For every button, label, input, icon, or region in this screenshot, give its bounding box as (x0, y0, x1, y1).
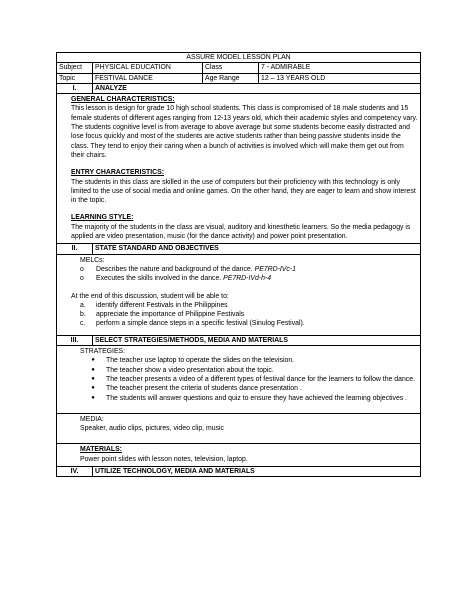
objective-marker: b. (80, 311, 86, 319)
bullet-icon: ● (91, 394, 95, 401)
section-utilize-header (57, 466, 421, 476)
section-select-header (57, 335, 421, 345)
media-row (57, 413, 421, 444)
melc-text: Executes the skills involved in the dance. (96, 275, 222, 283)
strategy-item (80, 356, 418, 365)
strategy-text: The teacher presents a video of a different types of festival dance for the learners to follow the dance. (106, 375, 415, 383)
section-number: III. (57, 335, 93, 345)
bullet-icon: ● (91, 357, 95, 364)
objective-marker: a. (80, 301, 86, 309)
section-title: STATE STANDARD AND OBJECTIVES (93, 244, 421, 254)
title-row (57, 53, 421, 63)
section-standards-header (57, 244, 421, 254)
strategy-text: The teacher use laptop to operate the slides on the television. (106, 357, 295, 365)
age-value: 12 – 13 YEARS OLD (259, 73, 421, 83)
objective-text: identify different Festivals in the Philippines (96, 301, 228, 309)
section-number: I. (57, 83, 93, 93)
bullet-icon: ● (91, 375, 95, 382)
lesson-plan-page (56, 52, 420, 477)
section-title: SELECT STRATEGIES/METHODS, MEDIA AND MATERIALS (93, 335, 421, 345)
melc-code: PE7RD-IVd-h-4 (223, 275, 272, 283)
melcs-label: MELCs: (80, 256, 105, 264)
bullet-icon: ● (91, 385, 95, 392)
melc-marker: o (80, 265, 84, 273)
melc-code: PE7RD-IVc-1 (254, 265, 296, 273)
subject-value: PHYSICAL EDUCATION (93, 63, 203, 73)
objective-text: perform a simple dance steps in a specific festival (Sinulog Festival). (96, 320, 305, 328)
section-analyze-header (57, 83, 421, 93)
objective-text: appreciate the importance of Philippine Festivals (96, 311, 245, 319)
strategy-text: The teacher show a video presentation about the topic. (106, 366, 274, 374)
topic-row (57, 73, 421, 83)
materials-text: Power point slides with lesson notes, television, laptop. (80, 455, 248, 463)
learning-style-text: The majority of the students in the class are visual, auditory and kinesthetic learners. So the media pedagogy is applied are video presentation, music (for the dance activity) and power point presentation. (71, 223, 411, 241)
entry-characteristics-heading: ENTRY CHARACTERISTICS: (71, 169, 165, 177)
topic-value: FESTIVAL DANCE (93, 73, 203, 83)
section-title: UTILIZE TECHNOLOGY, MEDIA AND MATERIALS (93, 466, 421, 476)
entry-characteristics-text: The students in this class are skilled in the use of computers but their proficiency with this technology is only limited to the use of social media and online games. On the other hand, they are eager to learn and show interest in the topic. (71, 178, 416, 205)
melc-item (80, 274, 418, 283)
class-value: 7 - ADMIRABLE (259, 63, 421, 73)
section-number: II. (57, 244, 93, 254)
strategy-text: The teacher present the criteria of students dance presentation . (106, 385, 302, 393)
strategy-item (80, 394, 418, 403)
age-label: Age Range (203, 73, 259, 83)
topic-label: Topic (57, 73, 93, 83)
strategy-item (80, 375, 418, 384)
materials-row (57, 444, 421, 467)
melc-marker: o (80, 275, 84, 283)
objective-marker: c. (80, 320, 86, 328)
media-label: MEDIA: (80, 415, 104, 423)
media-text: Speaker, audio clips, pictures, video clip, music (80, 425, 225, 433)
section-title: ANALYZE (93, 83, 421, 93)
strategy-item (80, 366, 418, 375)
general-characteristics-heading: GENERAL CHARACTERISTICS: (71, 96, 175, 104)
melc-text: Describes the nature and background of the dance. (96, 265, 253, 273)
section-analyze-body (57, 94, 421, 244)
document-title: ASSURE MODEL LESSON PLAN (57, 53, 421, 63)
subject-row (57, 63, 421, 73)
melc-item (80, 265, 418, 274)
objective-item (80, 310, 418, 319)
strategy-item (80, 384, 418, 393)
strategies-label: STRATEGIES: (80, 348, 126, 356)
subject-label: Subject (57, 63, 93, 73)
lesson-plan-table (56, 52, 421, 477)
materials-label: MATERIALS: (80, 446, 122, 454)
objectives-intro: At the end of this discussion, student will be able to: (71, 292, 229, 300)
section-standards-body (57, 254, 421, 335)
section-number: IV. (57, 466, 93, 476)
objective-item (80, 301, 418, 310)
objective-item (80, 319, 418, 328)
learning-style-heading: LEARNING STYLE: (71, 214, 134, 222)
bullet-icon: ● (91, 366, 95, 373)
strategy-text: The students will answer questions and quiz to ensure they have achieved the learning objectives . (106, 394, 408, 402)
section-strategies-body (57, 346, 421, 414)
class-label: Class (203, 63, 259, 73)
general-characteristics-text: This lesson is design for grade 10 high school students. This class is compromised of 18 male students and 15 female students of different ages ranging from 12-13 years old, which their academic styles and competency vary. The students cognitive level is from average to above average but some students become easily distracted and lose focus quickly and most of the students are active students rather than being passive students inside the class. They tend to enjoy their caring when a bunch of activities is involved which will make them get out from their chairs. (71, 105, 418, 159)
